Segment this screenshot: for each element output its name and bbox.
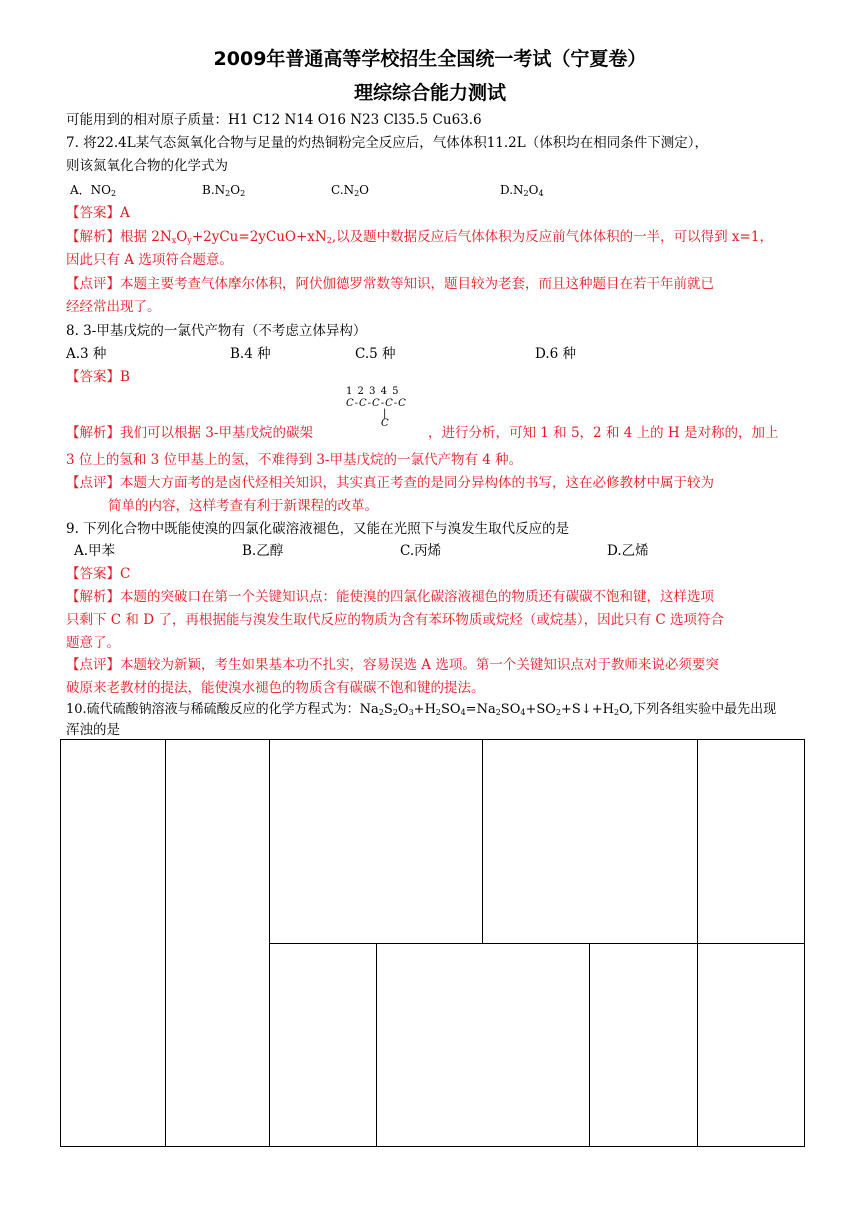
q8-answer: 【答案】B [66,369,130,385]
table-col-divider [376,943,377,1146]
table-col-divider [589,943,590,1146]
q7-option-c: $C.N_2O$ [331,183,370,198]
q9-analysis-line3: 题意了。 [66,635,120,651]
carbon-skeleton-bond: | [383,408,387,419]
table-col-divider [165,740,166,1146]
exam-subtitle: 理综综合能力测试 [353,82,506,104]
q8-analysis-line1-b: ，进行分析，可知 1 和 5，2 和 4 上的 H 是对称的，加上 [428,425,779,441]
q9-analysis-line2: 只剩下 C 和 D 了，再根据能与溴发生取代反应的物质为含有苯环物质或烷烃（或烷基），因此只有 C 选项符合 [66,612,724,628]
q9-comment-line1: 【点评】本题较为新颖，考生如果基本功不扎实，容易误选 A 选项。第一个关键知识点对于教师来说必须要突 [66,657,719,673]
q9-analysis-line1: 【解析】本题的突破口在第一个关键知识点：能使溴的四氯化碳溶液褪色的物质还有碳碳不饱和键，这样选项 [66,589,714,605]
q8-option-d: D.6 种 [535,346,577,362]
carbon-skeleton-numbers: 1 2 3 4 5 [346,386,400,397]
q7-comment-line2: 经经常出现了。 [66,299,161,315]
q9-option-b: B.乙醇 [242,543,284,559]
table-col-divider [482,740,483,943]
q9-stem: 9. 下列化合物中既能使溴的四氯化碳溶液褪色，又能在光照下与溴发生取代反应的是 [66,521,570,537]
atomic-mass-line: 可能用到的相对原子质量：H1 C12 N14 O16 N23 Cl35.5 Cu63.6 [66,112,482,128]
q10-stem-line2: 浑浊的是 [66,722,120,738]
table-row-divider [269,943,804,944]
q8-option-c: C.5 种 [355,346,396,362]
q7-comment-line1: 【点评】本题主要考查气体摩尔体积，阿伏伽德罗常数等知识，题目较为老套，而且这种题目在若干年前就已 [66,276,714,292]
q8-comment-line1: 【点评】本题大方面考的是卤代烃相关知识，其实真正考查的是同分异构体的书写，这在必修教材中属于较为 [66,475,714,491]
q7-analysis-line1: 【解析】根据 $2N_xO_y+2yCu=2yCuO+xN_2$,以及题中数据反应后气体体积为反应前气体体积的一半，可以得到 x=1， [66,229,773,245]
q7-option-d: $D.N_2O_4$ [500,183,544,198]
q7-stem-line1: 7. 将22.4L某气态氮氧化合物与足量的灼热铜粉完全反应后，气体体积11.2L（体积均在相同条件下测定）， [66,135,708,151]
q8-option-b: B.4 种 [230,346,271,362]
q8-stem: 8. 3-甲基戊烷的一氯代产物有（不考虑立体异构） [66,323,367,339]
q9-option-d: D.乙烯 [607,543,649,559]
exam-title: 2009年普通高等学校招生全国统一考试（宁夏卷） [213,48,647,70]
q7-option-a: A．$NO_2$ [70,183,117,198]
experiment-table [60,739,805,1147]
q9-answer: 【答案】C [66,566,131,582]
q9-comment-line2: 破原来老教材的提法，能使溴水褪色的物质含有碳碳不饱和键的提法。 [66,680,485,696]
q8-analysis-line1-a: 【解析】我们可以根据 3-甲基戊烷的碳架 [66,425,313,441]
q8-analysis-line2: 3 位上的氢和 3 位甲基上的氢，不难得到 3-甲基戊烷的一氯代产物有 4 种。 [66,452,523,468]
q7-stem-line2: 则该氮氧化合物的化学式为 [66,158,228,174]
q10-stem-line1: 10.硫代硫酸钠溶液与稀硫酸反应的化学方程式为：$Na_2S_2O_3+H_2SO_4=Na_2SO_4+SO_2+S↓+H_2O$,下列各组实验中最先出现 [66,702,777,717]
carbon-skeleton-branch: C [381,418,389,429]
q9-option-c: C.丙烯 [400,543,442,559]
q9-option-a: A.甲苯 [74,543,116,559]
q8-option-a: A.3 种 [66,346,107,362]
q8-comment-line2: 简单的内容，这样考查有利于新课程的改革。 [108,498,378,514]
carbon-skeleton-chain: C-C-C-C-C [346,398,407,409]
q7-answer: 【答案】A [66,205,130,221]
q7-option-b: $B.N_2O_2$ [202,183,246,198]
q7-analysis-line2: 因此只有 A 选项符合题意。 [66,252,233,268]
